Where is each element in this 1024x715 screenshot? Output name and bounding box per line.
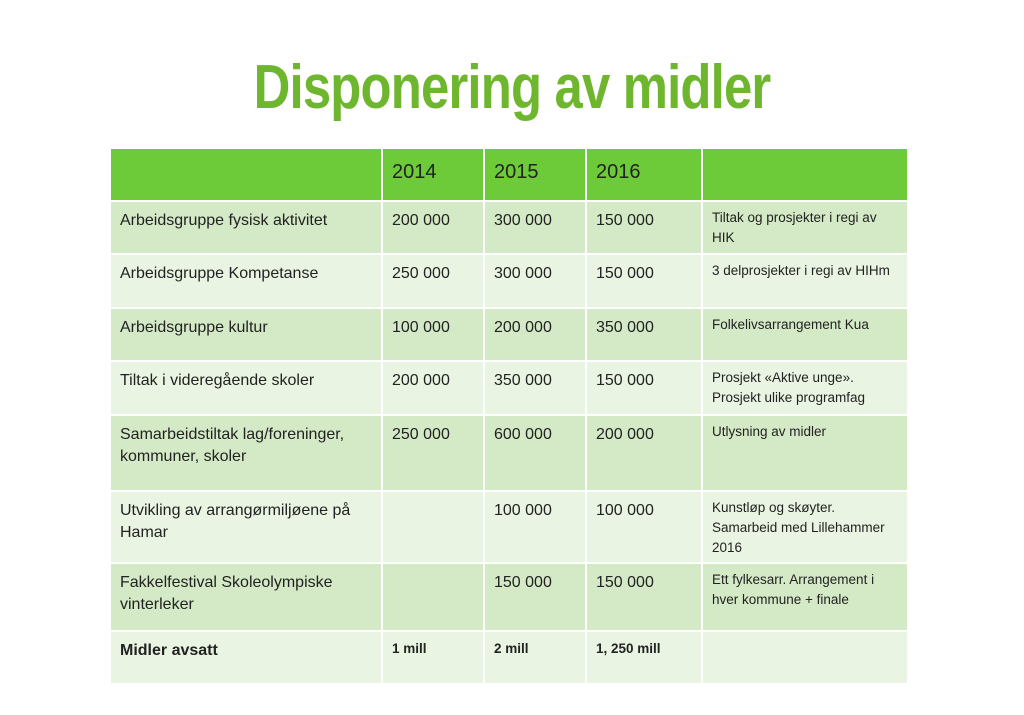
header-2014: 2014 (382, 148, 484, 201)
value-2015: 600 000 (484, 415, 586, 491)
value-2016: 200 000 (586, 415, 702, 491)
total-note (702, 631, 908, 684)
total-2015: 2 mill (484, 631, 586, 684)
header-note-col (702, 148, 908, 201)
value-2016: 150 000 (586, 361, 702, 415)
value-2016: 150 000 (586, 563, 702, 631)
row-note: 3 delprosjekter i regi av HIHm (702, 254, 908, 308)
row-label: Samarbeidstiltak lag/foreninger, kommuner, skoler (110, 415, 382, 491)
table-row (110, 491, 908, 563)
value-2016: 100 000 (586, 491, 702, 563)
value-2015: 350 000 (484, 361, 586, 415)
value-2015: 150 000 (484, 563, 586, 631)
total-2016: 1, 250 mill (586, 631, 702, 684)
row-note: Utlysning av midler (702, 415, 908, 491)
header-label-col (110, 148, 382, 201)
table-row (110, 308, 908, 361)
total-label: Midler avsatt (110, 631, 382, 684)
table-header-row (110, 148, 908, 201)
row-label: Arbeidsgruppe kultur (110, 308, 382, 361)
value-2014: 250 000 (382, 415, 484, 491)
table-row (110, 563, 908, 631)
row-note: Kunstløp og skøyter. Samarbeid med Lillehammer 2016 (702, 491, 908, 563)
value-2015: 100 000 (484, 491, 586, 563)
table-row (110, 254, 908, 308)
header-2015: 2015 (484, 148, 586, 201)
row-label: Arbeidsgruppe fysisk aktivitet (110, 201, 382, 254)
page-title: Disponering av midler (253, 53, 771, 122)
row-label: Arbeidsgruppe Kompetanse (110, 254, 382, 308)
row-label: Tiltak i videregående skoler (110, 361, 382, 415)
row-note: Ett fylkesarr. Arrangement i hver kommune + finale (702, 563, 908, 631)
value-2014: 200 000 (382, 201, 484, 254)
value-2016: 150 000 (586, 201, 702, 254)
value-2016: 150 000 (586, 254, 702, 308)
value-2015: 200 000 (484, 308, 586, 361)
total-2014: 1 mill (382, 631, 484, 684)
value-2014 (382, 563, 484, 631)
total-row (110, 631, 908, 684)
row-label: Fakkelfestival Skoleolympiske vinterleker (110, 563, 382, 631)
value-2015: 300 000 (484, 201, 586, 254)
row-note: Tiltak og prosjekter i regi av HIK (702, 201, 908, 254)
value-2016: 350 000 (586, 308, 702, 361)
value-2015: 300 000 (484, 254, 586, 308)
value-2014: 100 000 (382, 308, 484, 361)
table-row (110, 201, 908, 254)
table-row (110, 415, 908, 491)
value-2014: 200 000 (382, 361, 484, 415)
table-row (110, 361, 908, 415)
header-2016: 2016 (586, 148, 702, 201)
row-label: Utvikling av arrangørmiljøene på Hamar (110, 491, 382, 563)
value-2014 (382, 491, 484, 563)
row-note: Prosjekt «Aktive unge». Prosjekt ulike programfag (702, 361, 908, 415)
funding-table (109, 147, 909, 685)
value-2014: 250 000 (382, 254, 484, 308)
row-note: Folkelivsarrangement Kua (702, 308, 908, 361)
